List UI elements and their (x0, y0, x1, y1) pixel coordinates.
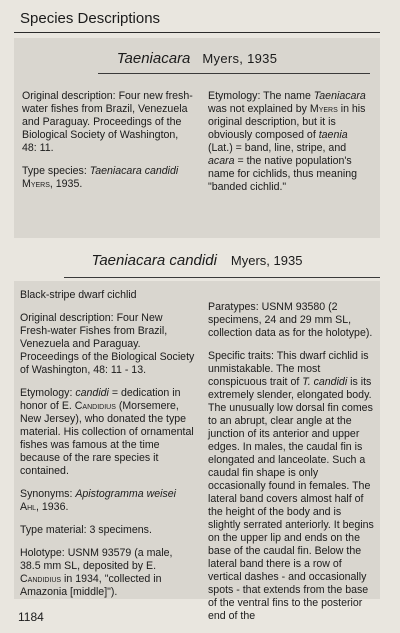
specific-traits: Specific traits: This dwarf cichlid is unmistakable. The most conspicuous trait of T. candidi is its extremely slender, elongated body. The unusually low dorsal fin comes to an abrupt, clear angle at the junction of its anterior and upper edges. In males, the caudal fin is elongated and lanceolate. Such a caudal fin shape is only occasionally found in females. The lateral band covers almost half of the height of the body and is slightly serrated anteriorly. It begins on the upper lip and ends on the base of the caudal fin. Below the lateral band there is a row of vertical dashes - and occasionally spots - that extends from the base of the ventral fins to the posterior end of the (208, 350, 374, 622)
genus-heading (14, 50, 380, 67)
genus-left-column (22, 90, 194, 201)
genus-name: Taeniacara (116, 50, 191, 67)
holotype: Holotype: USNM 93579 (a male, 38.5 mm SL, deposited by E. Candidius in 1934, "collected in Amazonia [middle]"). (20, 547, 173, 598)
paratypes: Paratypes: USNM 93580 (2 specimens, 24 and 29 mm SL, collection data as for the holotype). (208, 301, 373, 339)
species-original-description: Original description: Four New Fresh-water Fishes from Brazil, Venezuela and Paraguay. Proceedings of the Biological Society of Washington, 48: 11 - 13. (20, 312, 195, 376)
species-author: Myers, 1935 (230, 253, 303, 268)
common-name: Black-stripe dwarf cichlid (20, 289, 137, 301)
species-etymology: Etymology: candidi = dedication in honor of E. Candidius (Morsemere, New Jersey), who donated the type material. His collection of ornamental fishes was famous at the time because of the rare species it contained. (20, 387, 194, 477)
genus-author: Myers, 1935 (202, 51, 278, 66)
genus-right-column (208, 90, 374, 204)
type-species-author: Myers, 1935. (22, 178, 83, 190)
genus-original-description: Original description: Four new fresh-water fishes from Brazil, Venezuela and Paraguay. Proceedings of the Biological Society of Washington, 48: 11. (22, 90, 193, 154)
species-rule (64, 277, 380, 278)
genus-type-species: Type species: Taeniacara candidi Myers, 1935. (22, 165, 179, 190)
genus-etymology: Etymology: The name Taeniacara was not explained by Myers in his original description, but it is obviously composed of taenia (Lat.) = band, line, stripe, and acara = the native population's name for cichlids, thus meaning "banded cichlid." (208, 90, 366, 193)
type-species-name: Taeniacara candidi (89, 165, 179, 177)
species-left-column (20, 289, 196, 609)
species-heading (14, 252, 380, 269)
type-material: Type material: 3 specimens. (20, 524, 152, 536)
synonyms: Synonyms: Apistogramma weisei Ahl, 1936. (20, 488, 177, 513)
page-number: 1184 (18, 610, 44, 624)
page-header (14, 6, 380, 33)
species-right-column (208, 301, 376, 633)
section-title: Species Descriptions (20, 10, 161, 27)
genus-box (14, 38, 380, 238)
species-name: Taeniacara candidi (91, 252, 217, 269)
genus-rule (98, 73, 370, 74)
